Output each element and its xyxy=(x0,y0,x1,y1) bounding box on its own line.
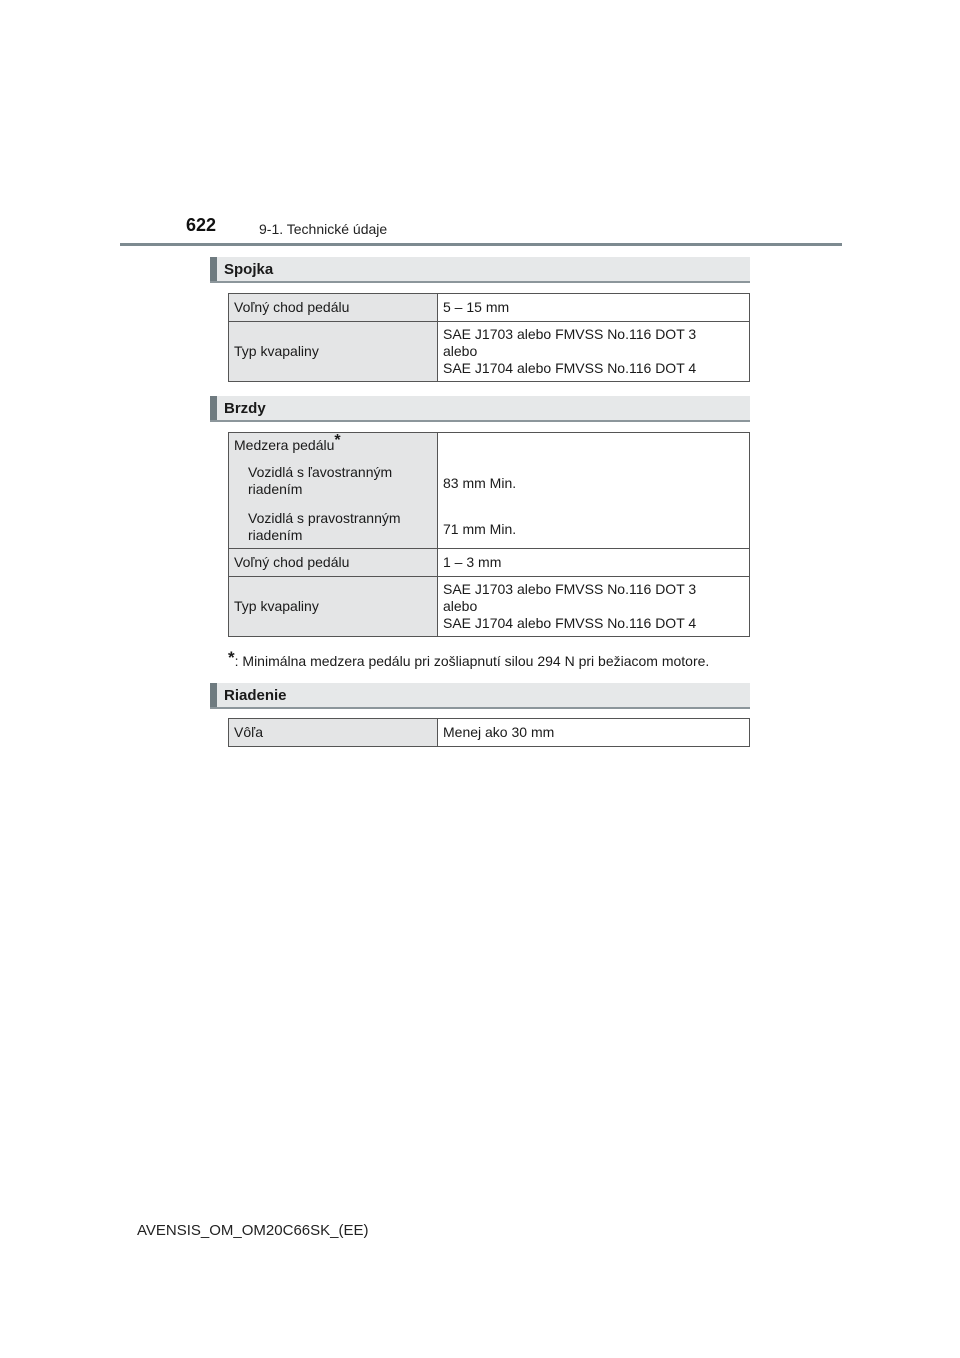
row-value xyxy=(438,433,750,549)
asterisk: * xyxy=(334,432,341,449)
header-rule xyxy=(120,243,842,246)
table-row xyxy=(229,719,750,747)
pedal-gap-label: Medzera pedálu* xyxy=(234,432,341,453)
spojka-table xyxy=(228,293,750,382)
section-marker xyxy=(210,257,217,281)
section-header-riadenie xyxy=(210,683,750,709)
section-title: Spojka xyxy=(224,261,274,278)
section-reference: 9-1. Technické údaje xyxy=(259,221,388,237)
footnote-text: : Minimálna medzera pedálu pri zošliapnutí silou 294 N pri bežiacom motore. xyxy=(234,653,710,669)
section-header-spojka xyxy=(210,257,750,283)
left-hand-value: 83 mm Min. xyxy=(443,475,517,491)
table-row xyxy=(229,549,750,577)
row-label: Typ kvapaliny xyxy=(229,322,438,382)
section-title: Riadenie xyxy=(224,687,287,704)
value-line: SAE J1703 alebo FMVSS No.116 DOT 3 xyxy=(443,326,697,342)
row-label: Vôľa xyxy=(229,719,438,747)
footnote-asterisk: * xyxy=(228,648,235,667)
value-line: SAE J1704 alebo FMVSS No.116 DOT 4 xyxy=(443,615,697,631)
row-label: Voľný chod pedálu xyxy=(229,294,438,322)
right-hand-label: Vozidlá s pravostranným riadením xyxy=(248,510,401,543)
brzdy-table xyxy=(228,432,750,637)
row-value xyxy=(438,577,750,637)
value-line: alebo xyxy=(443,343,478,359)
row-label: Typ kvapaliny xyxy=(229,577,438,637)
section-header-brzdy xyxy=(210,396,750,422)
value-line: SAE J1704 alebo FMVSS No.116 DOT 4 xyxy=(443,360,697,376)
row-value: 1 – 3 mm xyxy=(438,549,750,577)
table-row xyxy=(229,433,750,549)
section-marker xyxy=(210,396,217,420)
right-hand-value: 71 mm Min. xyxy=(443,521,517,537)
left-hand-label: Vozidlá s ľavostranným riadením xyxy=(248,464,393,497)
table-row xyxy=(229,294,750,322)
row-value xyxy=(438,322,750,382)
row-value: 5 – 15 mm xyxy=(438,294,750,322)
document-id: AVENSIS_OM_OM20C66SK_(EE) xyxy=(137,1222,369,1239)
value-line: alebo xyxy=(443,598,478,614)
section-marker xyxy=(210,683,217,707)
page-number: 622 xyxy=(186,215,217,235)
table-row xyxy=(229,577,750,637)
row-label: Voľný chod pedálu xyxy=(229,549,438,577)
footnote xyxy=(228,648,709,669)
table-row xyxy=(229,322,750,382)
riadenie-table xyxy=(228,718,750,747)
row-value: Menej ako 30 mm xyxy=(438,719,750,747)
value-line: SAE J1703 alebo FMVSS No.116 DOT 3 xyxy=(443,581,697,597)
section-title: Brzdy xyxy=(224,400,266,417)
row-label xyxy=(229,433,438,549)
